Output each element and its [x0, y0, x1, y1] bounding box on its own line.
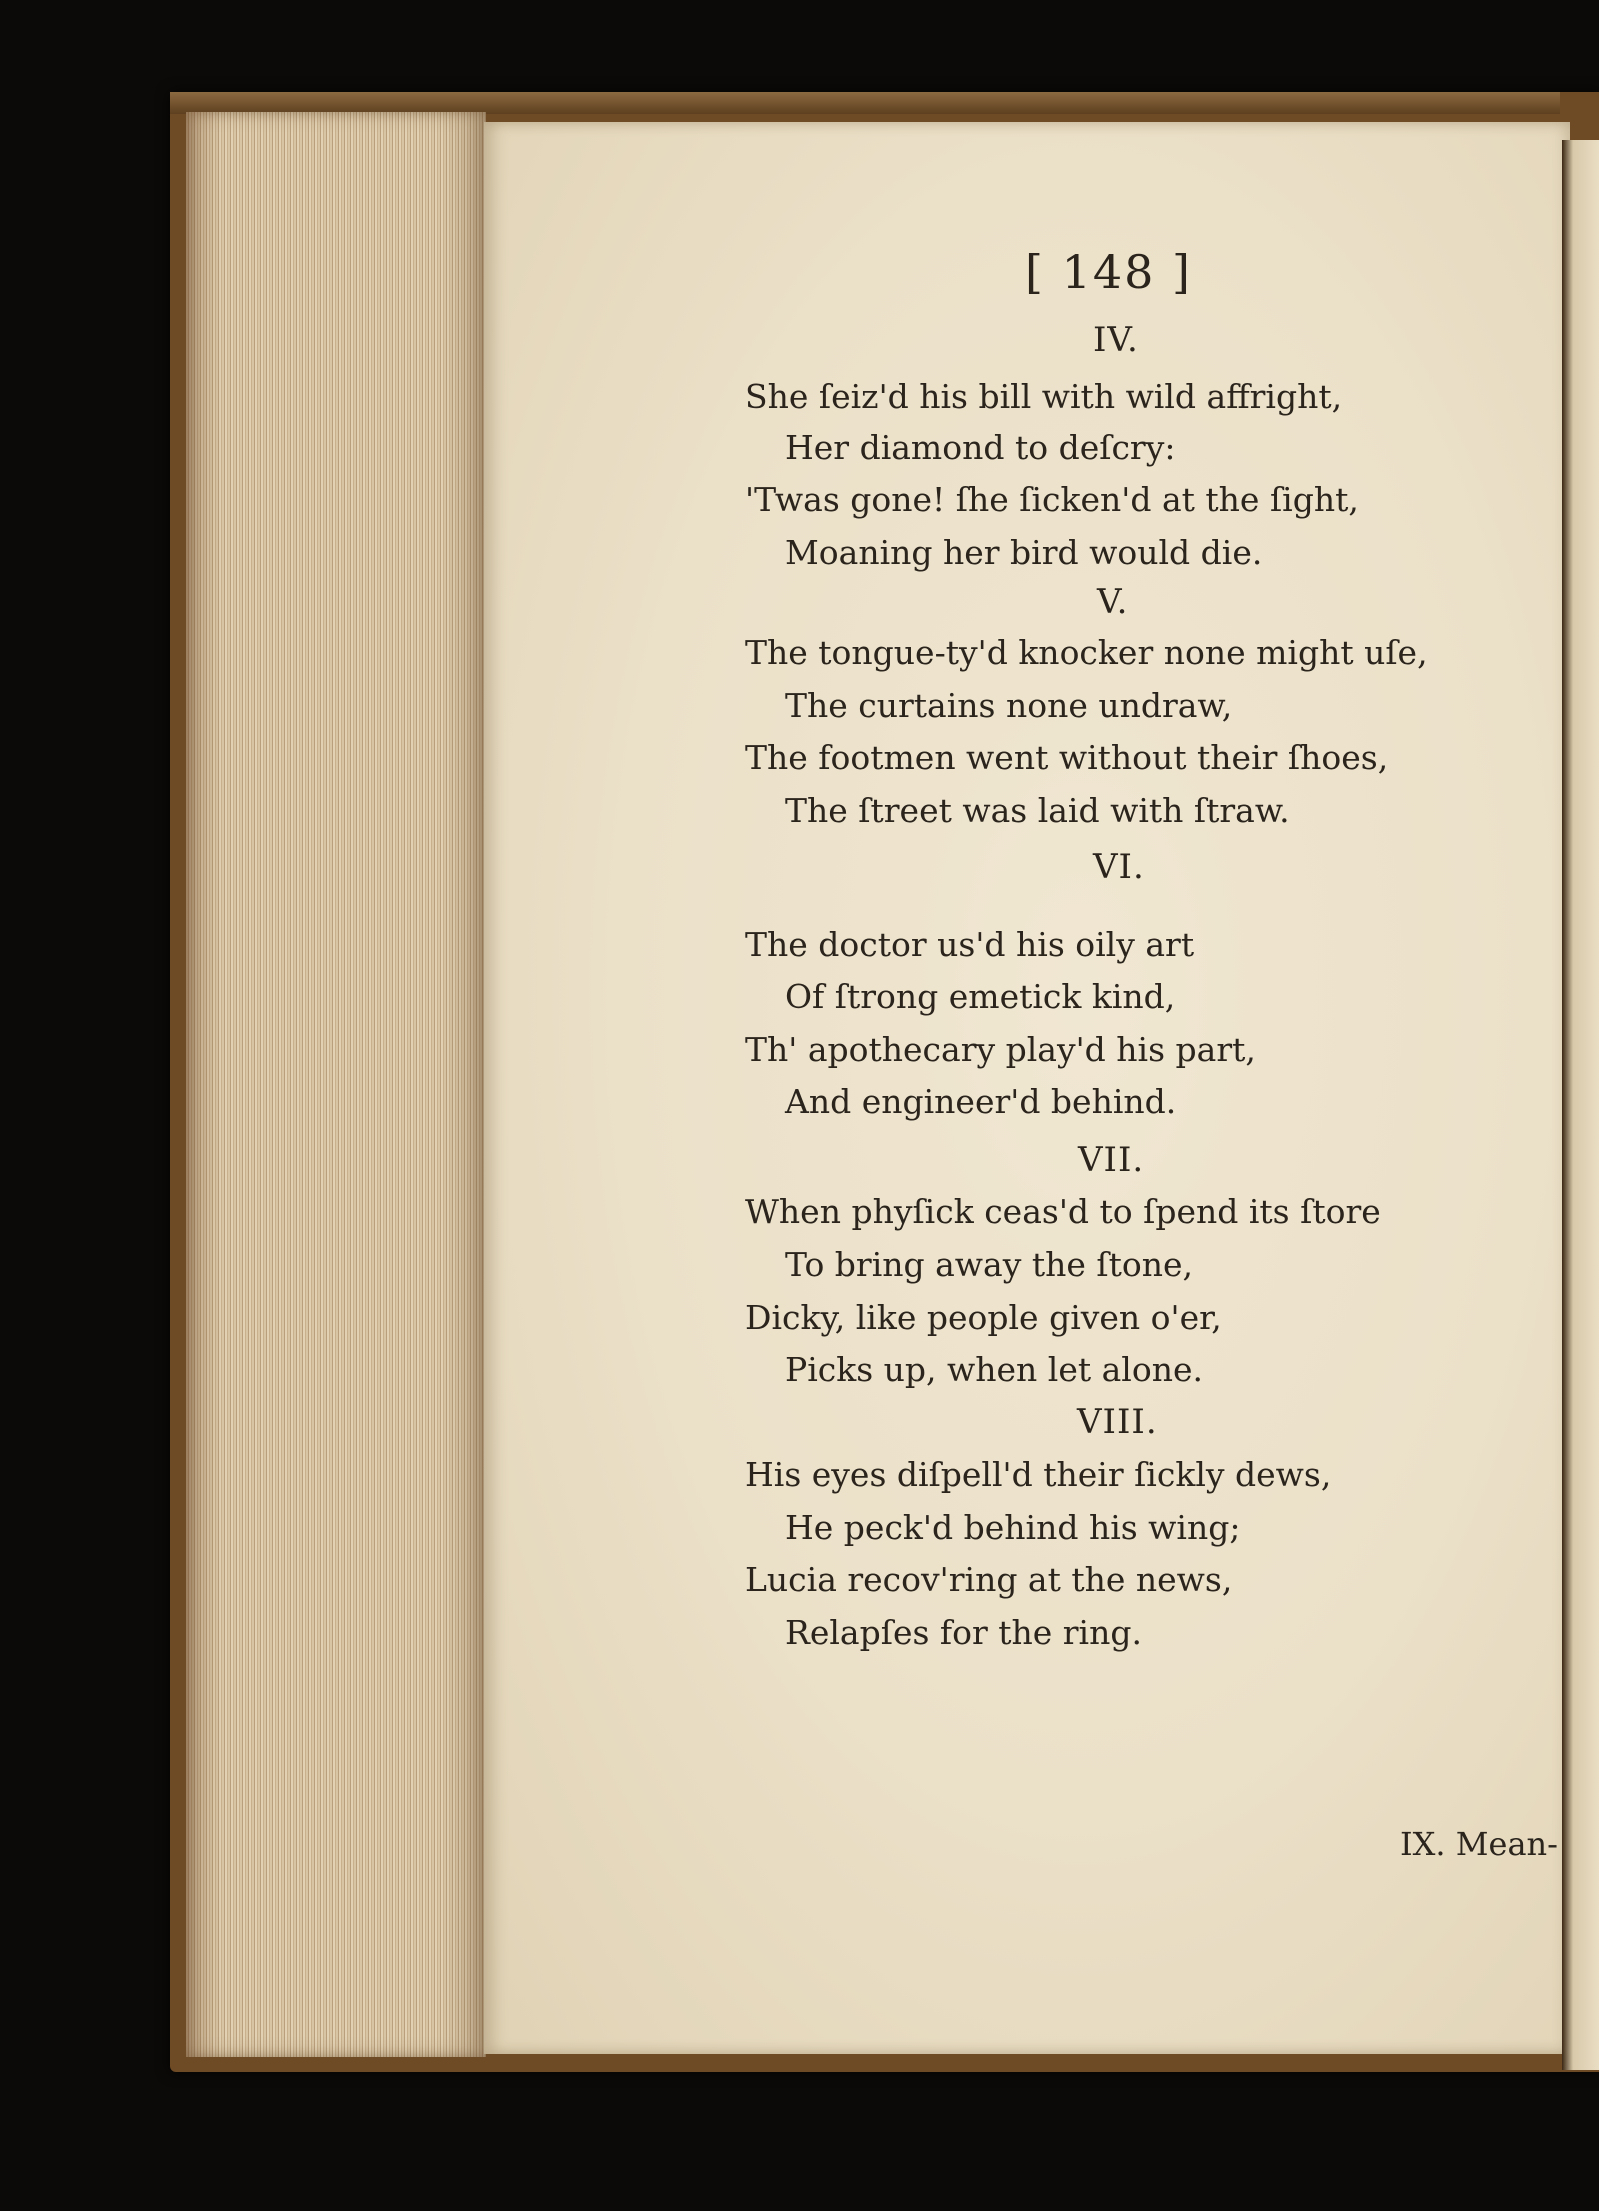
poem-line: Dicky, like people given o'er, — [745, 1298, 1222, 1337]
facing-page-edge — [1562, 140, 1599, 2070]
poem-line: She ſeiz'd his bill with wild affright, — [745, 377, 1343, 416]
poem-line: Lucia recov'ring at the news, — [745, 1560, 1233, 1599]
page-block-edges — [186, 112, 486, 2057]
poem-line: The curtains none undraw, — [785, 686, 1233, 725]
poem-line: And engineer'd behind. — [785, 1082, 1177, 1121]
poem-line: Of ſtrong emetick kind, — [785, 977, 1176, 1016]
catchword: IX. Mean- — [1400, 1825, 1558, 1863]
poem-line: To bring away the ſtone, — [785, 1245, 1194, 1284]
cover-top-edge — [170, 92, 1560, 114]
stanza-numeral: VI. — [1093, 847, 1145, 887]
stanza-numeral: V. — [1097, 582, 1129, 622]
stanza-numeral: VIII. — [1077, 1402, 1158, 1442]
poem-line: Her diamond to deſcry: — [785, 428, 1176, 467]
poem-line: Moaning her bird would die. — [785, 533, 1263, 572]
poem-line: 'Twas gone! ſhe ſicken'd at the ſight, — [745, 480, 1359, 519]
poem-line: When phyſick ceas'd to ſpend its ſtore — [745, 1192, 1381, 1231]
page-number: [ 148 ] — [1025, 245, 1192, 299]
poem-line: The tongue-ty'd knocker none might uſe, — [745, 633, 1428, 672]
poem-line: Picks up, when let alone. — [785, 1350, 1203, 1389]
poem-line: Th' apothecary play'd his part, — [745, 1030, 1256, 1069]
poem-line: The doctor us'd his oily art — [745, 925, 1195, 964]
poem-line: He peck'd behind his wing; — [785, 1508, 1241, 1547]
poem-line: His eyes diſpell'd their ſickly dews, — [745, 1455, 1332, 1494]
poem-line: The footmen went without their ſhoes, — [745, 738, 1389, 777]
stanza-numeral: VII. — [1078, 1140, 1145, 1180]
poem-line: Relapſes for the ring. — [785, 1613, 1142, 1652]
stanza-numeral: IV. — [1093, 320, 1139, 360]
poem-line: The ſtreet was laid with ſtraw. — [785, 791, 1290, 830]
